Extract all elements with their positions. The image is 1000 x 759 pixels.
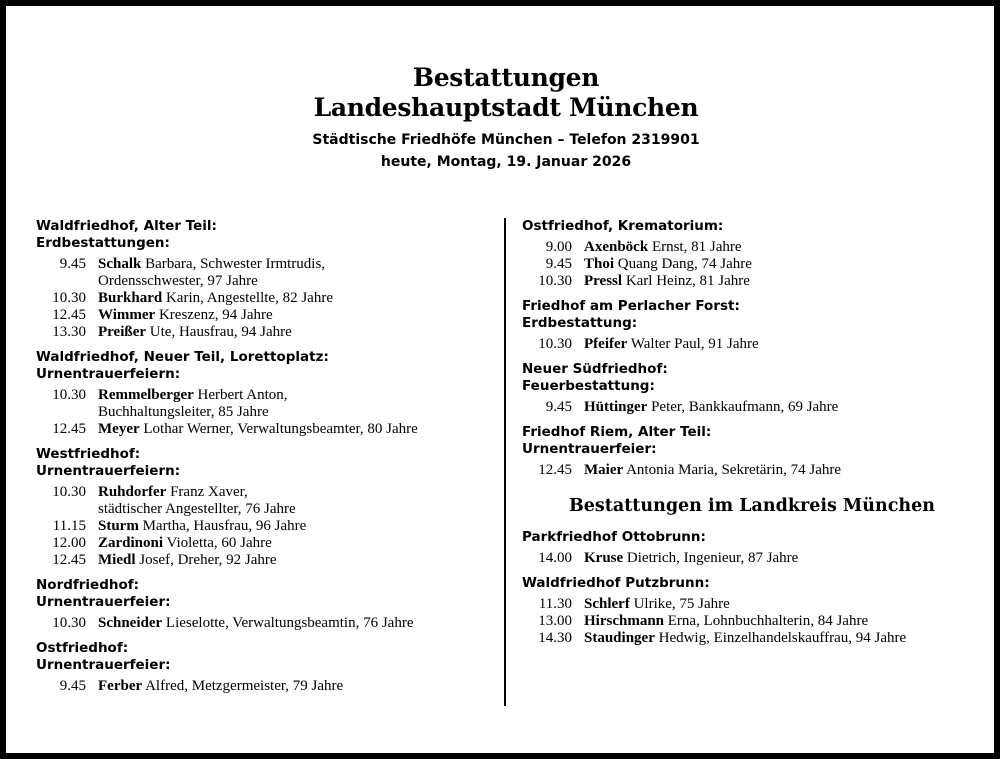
funeral-entry (36, 324, 501, 341)
deceased-details-cont: Buchhaltungsleiter, 85 Jahre (98, 404, 269, 420)
entry-text (86, 678, 501, 695)
cemetery-name: Friedhof am Perlacher Forst: (522, 298, 740, 314)
entry-time: 9.45 (59, 678, 86, 694)
entry-time: 14.30 (538, 630, 572, 646)
entry-text (86, 324, 501, 341)
cemetery-name: Neuer Südfriedhof: (522, 361, 668, 377)
deceased-surname: Wimmer (98, 307, 156, 323)
funeral-entry (522, 239, 982, 256)
entry-time: 9.45 (545, 256, 572, 272)
funeral-entry (36, 484, 501, 518)
funeral-entry (522, 630, 982, 647)
deceased-details: Quang Dang, 74 Jahre (617, 256, 752, 272)
deceased-details: Peter, Bankkaufmann, 69 Jahre (651, 399, 839, 415)
entry-time: 9.45 (59, 256, 86, 272)
deceased-details: Herbert Anton, (197, 387, 288, 403)
notice-title-line2: Landeshauptstadt München (313, 93, 699, 122)
funeral-entry (522, 336, 982, 353)
cemetery-name: Nordfriedhof: (36, 577, 140, 593)
deceased-details: Walter Paul, 91 Jahre (630, 336, 759, 352)
funeral-entry (36, 307, 501, 324)
entry-text (572, 613, 982, 630)
entry-text (86, 615, 501, 632)
funeral-entry (36, 256, 501, 290)
entry-text (572, 596, 982, 613)
cemetery-section (522, 424, 982, 479)
funeral-entry (36, 678, 501, 695)
entry-list (522, 596, 982, 647)
entry-time: 9.45 (545, 399, 572, 415)
deceased-surname: Kruse (584, 550, 624, 566)
cemetery-section (522, 529, 982, 567)
entry-text (86, 256, 501, 290)
burial-type: Urnentrauerfeier: (522, 441, 657, 457)
date-line: heute, Montag, 19. Januar 2026 (380, 154, 632, 170)
cemetery-section (522, 298, 982, 353)
entry-time: 10.30 (52, 484, 86, 500)
funeral-entry (522, 273, 982, 290)
cemetery-name: Waldfriedhof, Neuer Teil, Lorettoplatz: (36, 349, 329, 365)
deceased-details: Antonia Maria, Sekretärin, 74 Jahre (626, 462, 842, 478)
deceased-details: Ernst, 81 Jahre (651, 239, 742, 255)
contact-line: Städtische Friedhöfe München – Telefon 2319901 (312, 132, 700, 148)
entry-text (86, 552, 501, 569)
entry-text (572, 399, 982, 416)
cemetery-section (36, 577, 501, 632)
entry-text (86, 421, 501, 438)
deceased-details: Ute, Hausfrau, 94 Jahre (149, 324, 292, 340)
deceased-surname: Preißer (98, 324, 147, 340)
cemetery-section (522, 218, 982, 290)
deceased-details: Franz Xaver, (170, 484, 248, 500)
cemetery-name: Ostfriedhof, Krematorium: (522, 218, 724, 234)
entry-time: 11.30 (538, 596, 572, 612)
burial-type: Urnentrauerfeiern: (36, 463, 181, 479)
burial-type: Urnentrauerfeiern: (36, 366, 181, 382)
deceased-details: Alfred, Metzgermeister, 79 Jahre (145, 678, 344, 694)
left-column (36, 218, 501, 703)
deceased-details: Violetta, 60 Jahre (166, 535, 272, 551)
burial-type: Feuerbestattung: (522, 378, 655, 394)
entry-time: 9.00 (545, 239, 572, 255)
deceased-details: Ulrike, 75 Jahre (633, 596, 730, 612)
entry-text (86, 484, 501, 518)
deceased-surname: Hirschmann (584, 613, 665, 629)
deceased-details: Karin, Angestellte, 82 Jahre (165, 290, 333, 306)
entry-time: 10.30 (538, 273, 572, 289)
entry-list (36, 256, 501, 341)
deceased-surname: Ferber (98, 678, 143, 694)
cemetery-name: Ostfriedhof: (36, 640, 129, 656)
entry-text (572, 336, 982, 353)
cemetery-name: Waldfriedhof, Alter Teil: (36, 218, 217, 234)
notice-header (6, 63, 1000, 173)
entry-text (572, 630, 982, 647)
funeral-entry (36, 535, 501, 552)
entry-list (522, 462, 982, 479)
entry-time: 10.30 (52, 387, 86, 403)
deceased-details: Karl Heinz, 81 Jahre (625, 273, 750, 289)
entry-time: 12.45 (538, 462, 572, 478)
deceased-details-cont: städtischer Angestellter, 76 Jahre (98, 501, 296, 517)
burial-type: Urnentrauerfeier: (36, 657, 171, 673)
deceased-surname: Maier (584, 462, 624, 478)
deceased-details: Hedwig, Einzelhandelskauffrau, 94 Jahre (658, 630, 907, 646)
entry-list (36, 387, 501, 438)
funeral-entry (36, 518, 501, 535)
entry-time: 11.15 (52, 518, 86, 534)
cemetery-section (522, 575, 982, 647)
burial-type: Erdbestattung: (522, 315, 638, 331)
entry-text (86, 290, 501, 307)
funeral-entry (522, 462, 982, 479)
funeral-entry (36, 615, 501, 632)
entry-time: 10.30 (52, 290, 86, 306)
funeral-entry (522, 550, 982, 567)
funeral-entry (36, 290, 501, 307)
burial-type: Erdbestattungen: (36, 235, 170, 251)
column-divider (504, 218, 506, 706)
entry-time: 10.30 (538, 336, 572, 352)
entry-text (572, 239, 982, 256)
cemetery-name: Parkfriedhof Ottobrunn: (522, 529, 706, 545)
funeral-entry (522, 613, 982, 630)
cemetery-section (36, 218, 501, 341)
deceased-surname: Sturm (98, 518, 139, 534)
cemetery-name: Waldfriedhof Putzbrunn: (522, 575, 710, 591)
entry-text (572, 273, 982, 290)
deceased-surname: Schlerf (584, 596, 630, 612)
deceased-surname: Burkhard (98, 290, 163, 306)
entry-text (86, 307, 501, 324)
entry-list (36, 678, 501, 695)
deceased-details: Lothar Werner, Verwaltungsbeamter, 80 Jahre (143, 421, 418, 437)
entry-time: 13.30 (52, 324, 86, 340)
deceased-surname: Pressl (584, 273, 623, 289)
deceased-details: Erna, Lohnbuchhalterin, 84 Jahre (667, 613, 869, 629)
deceased-details: Lieselotte, Verwaltungsbeamtin, 76 Jahre (165, 615, 414, 631)
cemetery-name: Westfriedhof: (36, 446, 141, 462)
entry-time: 10.30 (52, 615, 86, 631)
cemetery-section (36, 446, 501, 569)
funeral-entry (36, 552, 501, 569)
entry-text (86, 518, 501, 535)
deceased-details: Kreszenz, 94 Jahre (158, 307, 273, 323)
right-column (522, 218, 982, 655)
entry-text (572, 256, 982, 273)
deceased-surname: Zardinoni (98, 535, 164, 551)
notice-title-line1: Bestattungen (412, 63, 600, 92)
entry-time: 12.45 (52, 552, 86, 568)
deceased-surname: Hüttinger (584, 399, 648, 415)
deceased-surname: Schalk (98, 256, 142, 272)
deceased-details: Dietrich, Ingenieur, 87 Jahre (626, 550, 799, 566)
deceased-surname: Schneider (98, 615, 163, 631)
deceased-surname: Miedl (98, 552, 136, 568)
deceased-details: Barbara, Schwester Irmtrudis, (145, 256, 326, 272)
entry-text (572, 550, 982, 567)
burial-type: Urnentrauerfeier: (36, 594, 171, 610)
funeral-entry (522, 256, 982, 273)
deceased-surname: Staudinger (584, 630, 655, 646)
cemetery-section (36, 349, 501, 438)
funeral-entry (36, 387, 501, 421)
entry-text (572, 462, 982, 479)
entry-list (36, 484, 501, 569)
entry-text (86, 387, 501, 421)
entry-list (522, 239, 982, 290)
deceased-surname: Axenböck (584, 239, 649, 255)
entry-list (36, 615, 501, 632)
cemetery-section (36, 640, 501, 695)
entry-time: 12.45 (52, 421, 86, 437)
landkreis-heading: Bestattungen im Landkreis München (569, 496, 935, 516)
funeral-entry (522, 399, 982, 416)
funeral-entry (36, 421, 501, 438)
entry-list (522, 399, 982, 416)
entry-time: 12.45 (52, 307, 86, 323)
deceased-details: Martha, Hausfrau, 96 Jahre (142, 518, 307, 534)
deceased-surname: Ruhdorfer (98, 484, 167, 500)
entry-time: 14.00 (538, 550, 572, 566)
cemetery-section (522, 361, 982, 416)
deceased-surname: Thoi (584, 256, 615, 272)
cemetery-name: Friedhof Riem, Alter Teil: (522, 424, 712, 440)
deceased-details-cont: Ordensschwester, 97 Jahre (98, 273, 258, 289)
deceased-surname: Meyer (98, 421, 140, 437)
entry-text (86, 535, 501, 552)
entry-time: 13.00 (538, 613, 572, 629)
entry-list (522, 336, 982, 353)
deceased-surname: Pfeifer (584, 336, 628, 352)
entry-time: 12.00 (52, 535, 86, 551)
entry-list (522, 550, 982, 567)
deceased-surname: Remmelberger (98, 387, 194, 403)
funeral-entry (522, 596, 982, 613)
deceased-details: Josef, Dreher, 92 Jahre (139, 552, 277, 568)
